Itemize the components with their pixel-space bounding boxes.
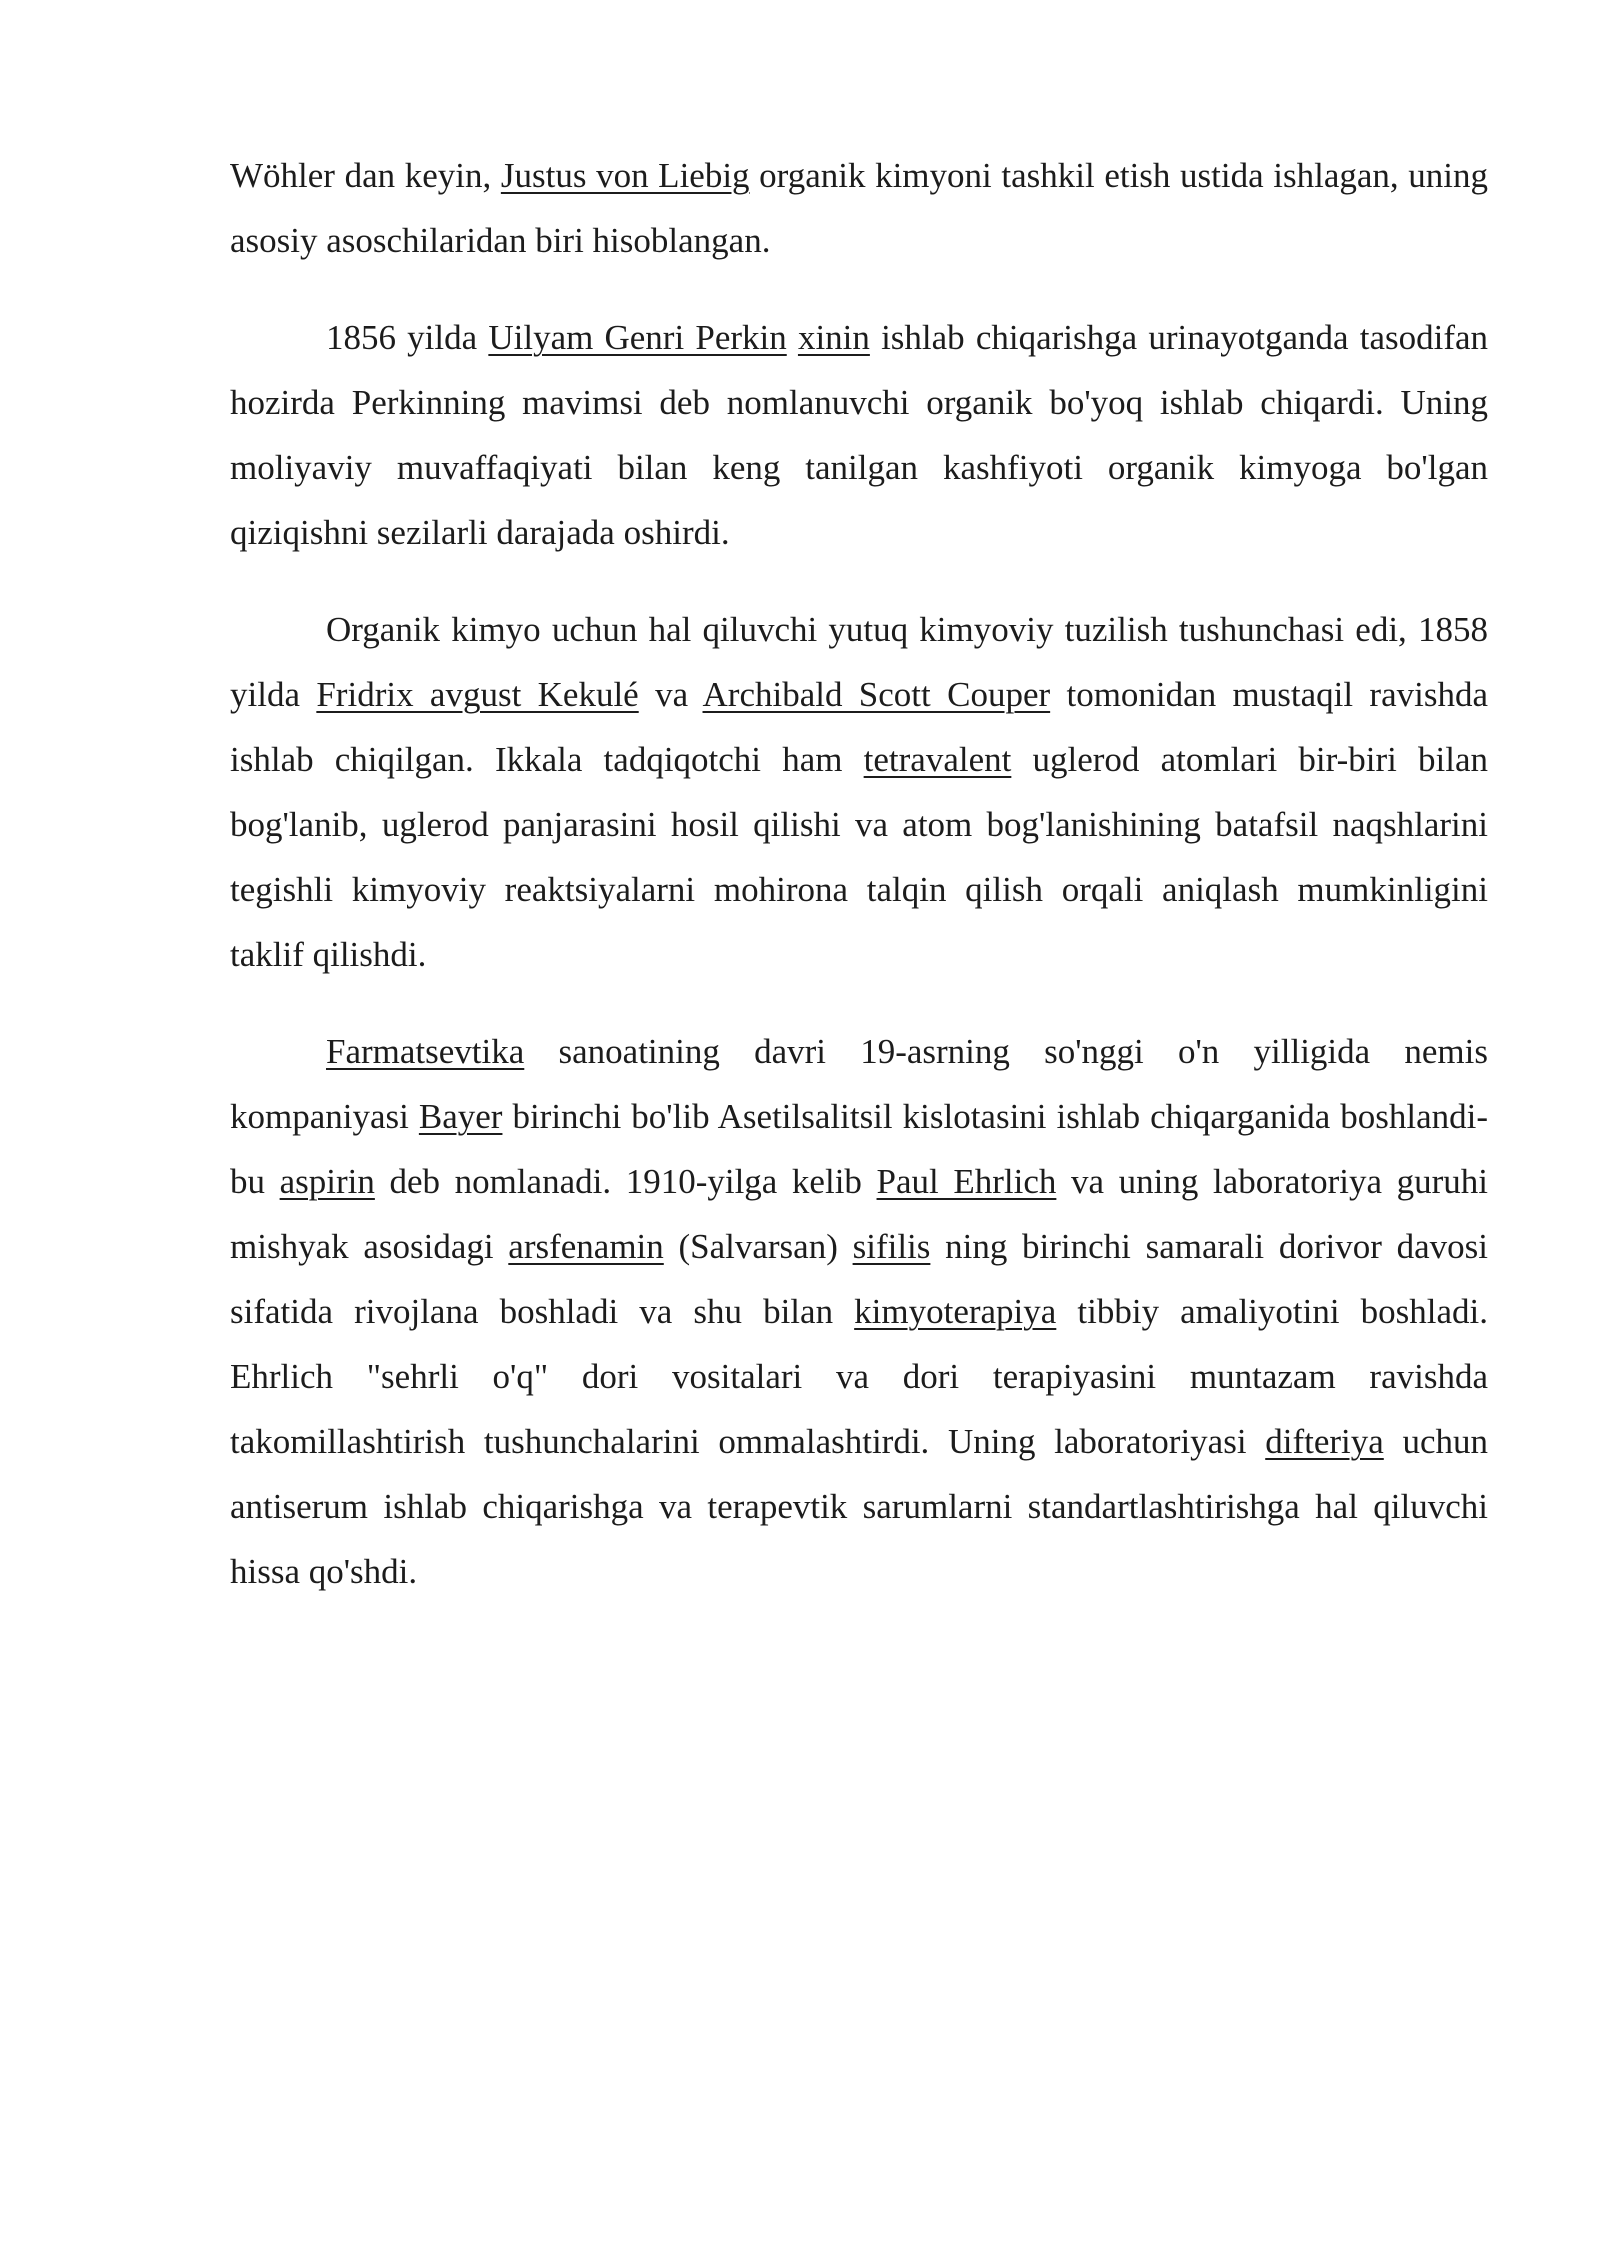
paragraph-text: uglerod atomlari bir-biri bilan bog'lanib, uglerod panjarasini hosil qilishi va atom bog'lanishining batafsil naqshlarini tegishli kimyoviy reaktsiyalarni mohirona talqin qilish orqali aniqlash mumkinligini taklif qilishdi.	[230, 740, 1488, 974]
link-sifilis[interactable]: sifilis	[852, 1227, 931, 1266]
link-aspirin[interactable]: aspirin	[279, 1162, 375, 1201]
link-xinin[interactable]: xinin	[797, 318, 870, 357]
paragraph-text: tibbiy amaliyotini boshladi. Ehrlich "sehrli o'q" dori vositalari va dori terapiyasini muntazam ravishda takomillashtirish tushunchalarini ommalashtirdi. Uning laboratoriyasi	[230, 1292, 1488, 1461]
link-paul-ehrlich[interactable]: Paul Ehrlich	[876, 1162, 1057, 1201]
paragraph-perkin	[230, 305, 1488, 565]
paragraph-text: Organik kimyo uchun hal qiluvchi yutuq kimyoviy tuzilish tushunchasi edi, 1858 yilda	[230, 610, 1488, 714]
paragraph-pharma	[230, 1019, 1488, 1604]
paragraph-kekule	[230, 597, 1488, 987]
paragraph-text: 1856 yilda	[326, 318, 489, 357]
paragraph-text: tomonidan mustaqil ravishda ishlab chiqilgan. Ikkala tadqiqotchi ham	[230, 675, 1489, 779]
link-uilyam-genri-perkin[interactable]: Uilyam Genri Perkin	[488, 318, 787, 357]
paragraph-text: ishlab chiqarishga urinayotganda tasodifan hozirda Perkinning mavimsi deb nomlanuvchi organik bo'yoq ishlab chiqardi. Uning moliyaviy muvaffaqiyati bilan keng tanilgan kashfiyoti organik kimyoga bo'lgan qiziqishni sezilarli darajada oshirdi.	[230, 318, 1489, 552]
link-bayer[interactable]: Bayer	[418, 1097, 503, 1136]
paragraph-text: va uning laboratoriya guruhi mishyak asosidagi	[230, 1162, 1488, 1266]
link-fridrix-avgust-kekule[interactable]: Fridrix avgust Kekulé	[316, 675, 639, 714]
paragraph-text: Wöhler dan keyin,	[230, 156, 501, 195]
paragraph-text: ning birinchi samarali dorivor davosi sifatida rivojlana boshladi va shu bilan	[230, 1227, 1488, 1331]
paragraph-text: deb nomlanadi. 1910-yilga kelib	[374, 1162, 877, 1201]
document-page	[230, 143, 1488, 1636]
link-farmatsevtika[interactable]: Farmatsevtika	[326, 1032, 525, 1071]
paragraph-text	[787, 318, 798, 357]
link-difteriya[interactable]: difteriya	[1265, 1422, 1384, 1461]
link-kimyoterapiya[interactable]: kimyoterapiya	[854, 1292, 1057, 1331]
paragraph-liebig	[230, 143, 1488, 273]
link-archibald-scott-couper[interactable]: Archibald Scott Couper	[702, 675, 1051, 714]
link-tetravalent[interactable]: tetravalent	[863, 740, 1012, 779]
link-arsfenamin[interactable]: arsfenamin	[508, 1227, 664, 1266]
paragraph-text: birinchi bo'lib Asetilsalitsil kislotasini ishlab chiqarganida boshlandi-bu	[230, 1097, 1488, 1201]
paragraph-text: va	[638, 675, 703, 714]
paragraph-text: sanoatining davri 19-asrning so'nggi o'n yilligida nemis kompaniyasi	[230, 1032, 1488, 1136]
paragraph-text: organik kimyoni tashkil etish ustida ishlagan, uning asosiy asoschilaridan biri hisoblangan.	[230, 156, 1489, 260]
paragraph-text: (Salvarsan)	[663, 1227, 853, 1266]
paragraph-text: uchun antiserum ishlab chiqarishga va terapevtik sarumlarni standartlashtirishga hal qiluvchi hissa qo'shdi.	[230, 1422, 1488, 1591]
link-justus-von-liebig[interactable]: Justus von Liebig	[500, 156, 750, 195]
